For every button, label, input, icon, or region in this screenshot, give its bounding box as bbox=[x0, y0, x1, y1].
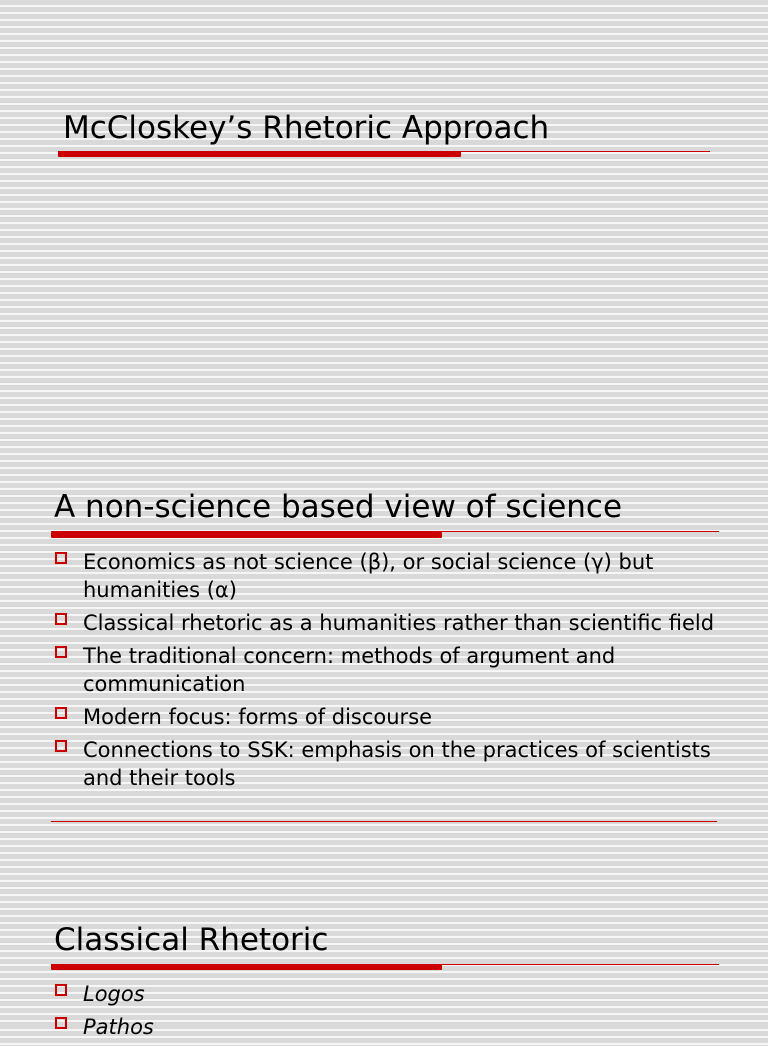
bullet-text: Economics as not science (β), or social science (γ) but humanities (α) bbox=[83, 550, 654, 602]
bullet-text: Logos bbox=[83, 982, 145, 1006]
hollow-square-icon bbox=[55, 1017, 67, 1029]
bullet-item bbox=[55, 980, 715, 1008]
bullet-item bbox=[55, 1013, 715, 1041]
slide-3-title: Classical Rhetoric bbox=[54, 922, 329, 958]
slide-3-bullet-list bbox=[55, 980, 715, 1046]
bullet-text: Classical rhetoric as a humanities rather than scientific field bbox=[83, 611, 715, 635]
slide-2-title: A non-science based view of science bbox=[54, 489, 623, 525]
hollow-square-icon bbox=[55, 984, 67, 996]
bullet-text: Modern focus: forms of discourse bbox=[83, 705, 433, 729]
slide-3-title-underline-thick bbox=[51, 964, 442, 970]
bullet-text: Connections to SSK: emphasis on the practices of scientists and their tools bbox=[83, 738, 711, 790]
bullet-text: The traditional concern: methods of argument and communication bbox=[83, 644, 616, 696]
slide-1-title: McCloskey’s Rhetoric Approach bbox=[63, 110, 550, 146]
bullet-text: Pathos bbox=[83, 1015, 154, 1039]
